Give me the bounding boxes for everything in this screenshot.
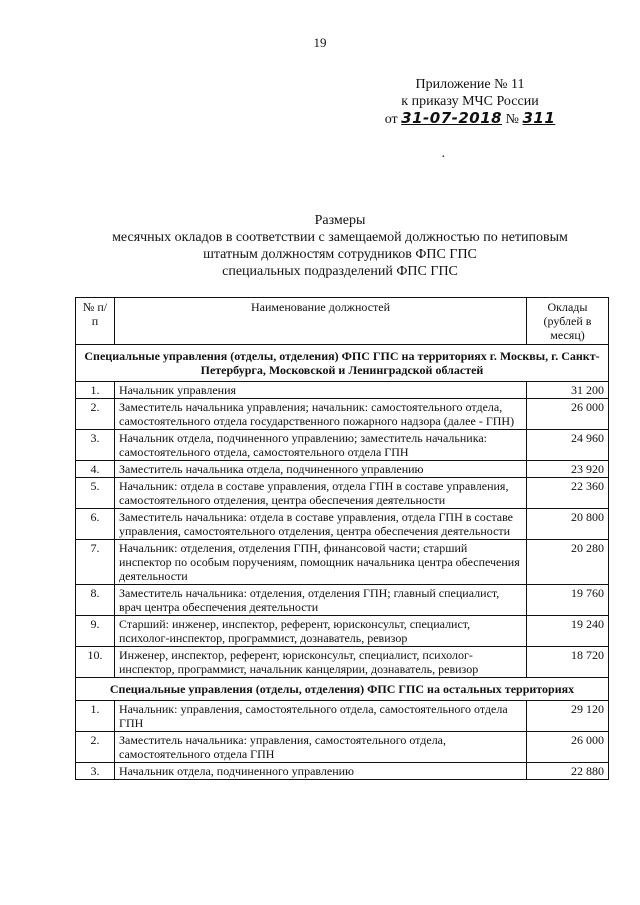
header-salary: Оклады (рублей в месяц) [527,298,609,345]
row-number: 1. [76,701,115,732]
table-row [76,509,609,540]
position-name: Заместитель начальника отдела, подчиненного управлению [115,461,527,478]
position-name: Начальник: отделения, отделения ГПН, финансовой части; старший инспектор по особым поручениям, помощник начальника центра обеспечения деятельности [115,540,527,585]
table-row [76,461,609,478]
salary-value: 26 000 [527,732,609,763]
section-header-row [76,345,609,382]
section-header-row [76,678,609,701]
handwritten-date: 31-07-2018 [401,109,503,127]
header-num: № п/п [76,298,115,345]
table-row [76,382,609,399]
row-number: 2. [76,732,115,763]
appendix-order-ref: к приказу МЧС России [401,94,539,109]
salary-value: 22 880 [527,763,609,780]
salary-value: 20 800 [527,509,609,540]
table-row [76,732,609,763]
table-row [76,616,609,647]
title-line-3: штатным должностям сотрудников ФПС ГПС [203,247,477,262]
position-name: Заместитель начальника: управления, самостоятельного отдела, самостоятельного отдела ГПН [115,732,527,763]
table-row [76,430,609,461]
row-number: 3. [76,430,115,461]
row-number: 5. [76,478,115,509]
table-row [76,763,609,780]
position-name: Заместитель начальника: отдела в составе управления, отдела ГПН в составе управления, самостоятельного отделения, центра обеспечения деятельности [115,509,527,540]
title-line-2: месячных окладов в соответствии с замещаемой должностью по нетиповым [112,230,568,245]
position-name: Заместитель начальника: отделения, отделения ГПН; главный специалист, врач центра обеспечения деятельности [115,585,527,616]
salary-table [75,297,609,780]
table-row [76,540,609,585]
position-name: Начальник: управления, самостоятельного отдела, самостоятельного отдела ГПН [115,701,527,732]
row-number: 4. [76,461,115,478]
position-name: Заместитель начальника управления; начальник: самостоятельного отдела, самостоятельного отдела государственного пожарного надзора (далее - ГПН) [115,399,527,430]
salary-value: 31 200 [527,382,609,399]
appendix-title: Приложение № 11 [415,77,525,92]
appendix-block [370,76,570,128]
row-number: 7. [76,540,115,585]
position-name: Начальник отдела, подчиненного управлению; заместитель начальника: самостоятельного отдела, самостоятельного отдела ГПН [115,430,527,461]
position-name: Старший: инженер, инспектор, референт, юрисконсульт, специалист, психолог-инспектор, программист, дознаватель, ревизор [115,616,527,647]
salary-value: 29 120 [527,701,609,732]
row-number: 10. [76,647,115,678]
header-name: Наименование должностей [115,298,527,345]
table-row [76,585,609,616]
salary-value: 22 360 [527,478,609,509]
appendix-from: от [384,112,398,127]
section-title: Специальные управления (отделы, отделения) ФПС ГПС на территориях г. Москвы, г. Санкт-Петербурга, Московской и Ленинградской областей [76,345,609,382]
appendix-date-line [370,110,570,128]
salary-value: 23 920 [527,461,609,478]
row-number: 6. [76,509,115,540]
table-row [76,647,609,678]
table-row [76,478,609,509]
table-row [76,399,609,430]
position-name: Начальник: отдела в составе управления, отдела ГПН в составе управления, самостоятельного отделения, центра обеспечения деятельности [115,478,527,509]
position-name: Начальник управления [115,382,527,399]
row-number: 3. [76,763,115,780]
row-number: 9. [76,616,115,647]
title-line-1: Размеры [314,213,366,228]
row-number: 2. [76,399,115,430]
number-sign: № [505,112,519,127]
handwritten-order-number: 311 [522,109,556,127]
section-title: Специальные управления (отделы, отделения) ФПС ГПС на остальных территориях [76,678,609,701]
row-number: 8. [76,585,115,616]
document-title [60,212,620,280]
page-number: 19 [313,35,327,50]
table-header-row [76,298,609,345]
position-name: Инженер, инспектор, референт, юрисконсульт, специалист, психолог-инспектор, программист, начальник канцелярии, дознаватель, ревизор [115,647,527,678]
salary-value: 18 720 [527,647,609,678]
salary-value: 26 000 [527,399,609,430]
row-number: 1. [76,382,115,399]
salary-value: 19 240 [527,616,609,647]
position-name: Начальник отдела, подчиненного управлению [115,763,527,780]
salary-value: 20 280 [527,540,609,585]
salary-value: 24 960 [527,430,609,461]
table-row [76,701,609,732]
salary-value: 19 760 [527,585,609,616]
title-line-4: специальных подразделений ФПС ГПС [222,264,458,279]
stray-dot: · [441,150,446,165]
